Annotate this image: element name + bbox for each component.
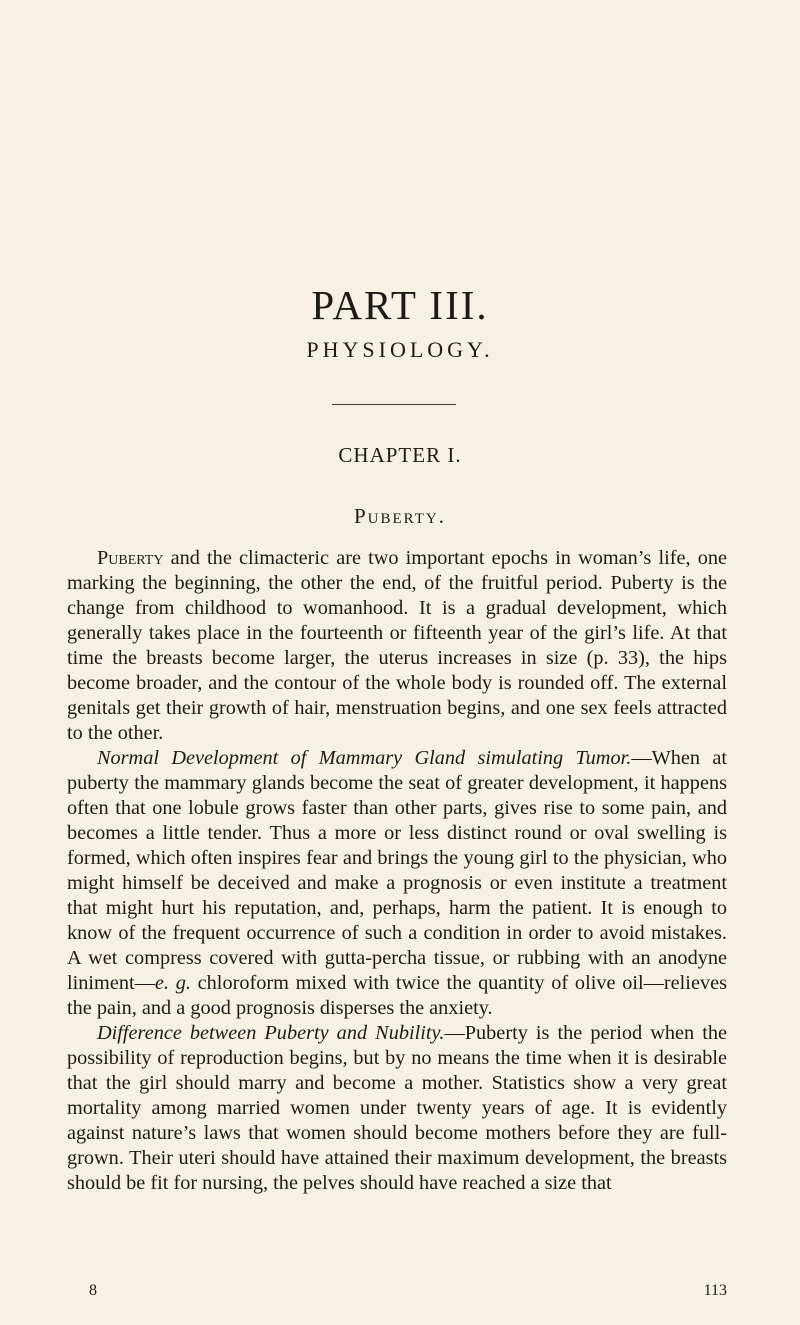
part-subtitle: PHYSIOLOGY. — [306, 337, 494, 362]
part-title: PART III. — [311, 282, 489, 328]
section-title: Puberty. — [353, 504, 447, 528]
page-number: 113 — [703, 1282, 727, 1299]
paragraph-heading: Normal Development of Mammary Gland simulating Tumor. — [97, 747, 632, 769]
paragraph-heading: Difference between Puberty and Nubility. — [97, 1022, 445, 1044]
paragraph-nubility — [67, 1021, 727, 1196]
paragraph-text: chloroform mixed with twice the quantity of olive oil—relieves the pain, and a good prognosis disperses the anxiety. — [67, 972, 727, 1019]
chapter-heading: CHAPTER I. — [338, 443, 462, 467]
paragraph-lead: Puberty — [97, 547, 164, 569]
paragraph-text: and the climacteric are two important epochs in woman’s life, one marking the beginning, the other the end, of the fruitful period. Puberty is the change from childhood to womanhood. It is a gradual development, which generally takes place in the fourteenth or fifteenth year of the girl’s life. At that time the breasts become larger, the uterus increases in size (p. 33), the hips become broader, and the contour of the whole body is rounded off. The external genitals get their growth of hair, menstruation begins, and one sex feels attracted to the other. — [67, 547, 727, 744]
body-text — [67, 546, 727, 1196]
paragraph-puberty — [67, 546, 727, 746]
paragraph-text: —When at puberty the mammary glands become the seat of greater development, it happens often that one lobule grows faster than other parts, gives rise to some pain, and becomes a little tender. Thus a more or less distinct round or oval swelling is formed, which often inspires fear and brings the young girl to the physician, who might himself be deceived and make a prognosis or even institute a treatment that might hurt his reputation, and, perhaps, harm the patient. It is enough to know of the frequent occurrence of such a condition in order to avoid mistakes. A wet compress covered with gutta-percha tissue, or rubbing with an anodyne liniment— — [67, 747, 727, 994]
paragraph-mammary-gland — [67, 746, 727, 1021]
signature-mark: 8 — [89, 1282, 97, 1299]
abbreviation-eg: e. g. — [154, 972, 191, 994]
paragraph-text: —Puberty is the period when the possibility of reproduction begins, but by no means the time when it is desirable that the girl should marry and become a mother. Statistics show a very great mortality among married women under twenty years of age. It is evidently against nature’s laws that women should become mothers before they are full-grown. Their uteri should have attained their maximum development, the breasts should be fit for nursing, the pelves should have reached a size that — [67, 1022, 727, 1194]
divider-rule — [332, 404, 456, 405]
